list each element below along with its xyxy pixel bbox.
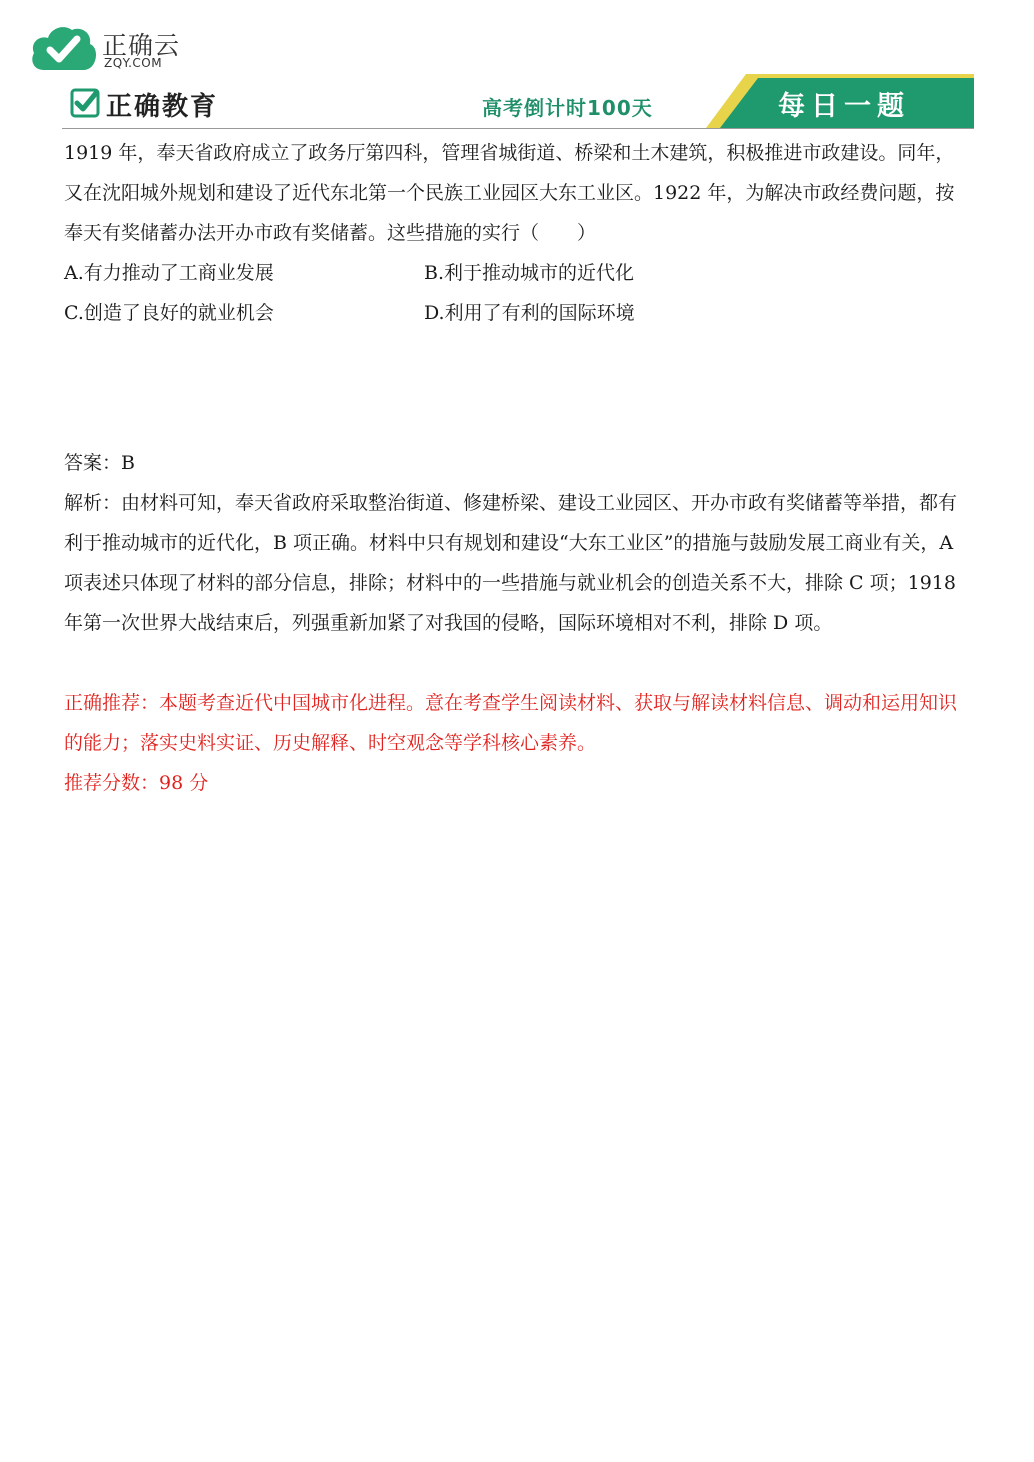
answer-analysis: 解析：由材料可知，奉天省政府采取整治街道、修建桥梁、建设工业园区、开办市政有奖储蓄等举措，都有利于推动城市的近代化，B 项正确。材料中只有规划和建设“大东工业区”的措施与鼓励发展工商业有关，A 项表述只体现了材料的部分信息，排除；材料中的一些措施与就业机会的创造关系不大，排除 C 项；1918 年第一次世界大战结束后，列强重新加紧了对我国的侵略，国际环境相对不利，排除 D 项。 bbox=[64, 492, 958, 634]
education-brand: 正确教育 bbox=[106, 92, 219, 122]
recommend-text: 正确推荐：本题考查近代中国城市化进程。意在考查学生阅读材料、获取与解读材料信息、调动和运用知识的能力；落实史料实证、历史解释、时空观念等学科核心素养。 bbox=[64, 692, 958, 754]
header-divider bbox=[62, 128, 974, 129]
check-box-icon bbox=[70, 88, 100, 118]
countdown-text: 高考倒计时100天 bbox=[482, 96, 653, 120]
recommend-score: 推荐分数：98 分 bbox=[64, 772, 209, 794]
site-logo bbox=[28, 18, 228, 78]
cloud-check-icon bbox=[28, 22, 98, 74]
brand-domain: ZQY.COM bbox=[104, 56, 163, 70]
brand-name-cn: 正确云 bbox=[102, 31, 181, 60]
option-d: D.利用了有利的国际环境 bbox=[424, 302, 635, 324]
question-stem: 1919 年，奉天省政府成立了政务厅第四科，管理省城街道、桥梁和土木建筑，积极推进市政建设。同年，又在沈阳城外规划和建设了近代东北第一个民族工业园区大东工业区。1922 年，为解决市政经费问题，按奉天有奖储蓄办法开办市政有奖储蓄。这些措施的实行（ ） bbox=[64, 142, 955, 244]
question-content bbox=[64, 133, 970, 803]
daily-question-label: 每日一题 bbox=[778, 91, 910, 122]
options-list bbox=[64, 253, 970, 333]
option-a: A.有力推动了工商业发展 bbox=[64, 262, 274, 284]
option-b: B.利于推动城市的近代化 bbox=[424, 262, 635, 284]
answer-label: 答案：B bbox=[64, 452, 135, 474]
header-banner bbox=[62, 74, 974, 130]
option-c: C.创造了良好的就业机会 bbox=[64, 302, 274, 324]
